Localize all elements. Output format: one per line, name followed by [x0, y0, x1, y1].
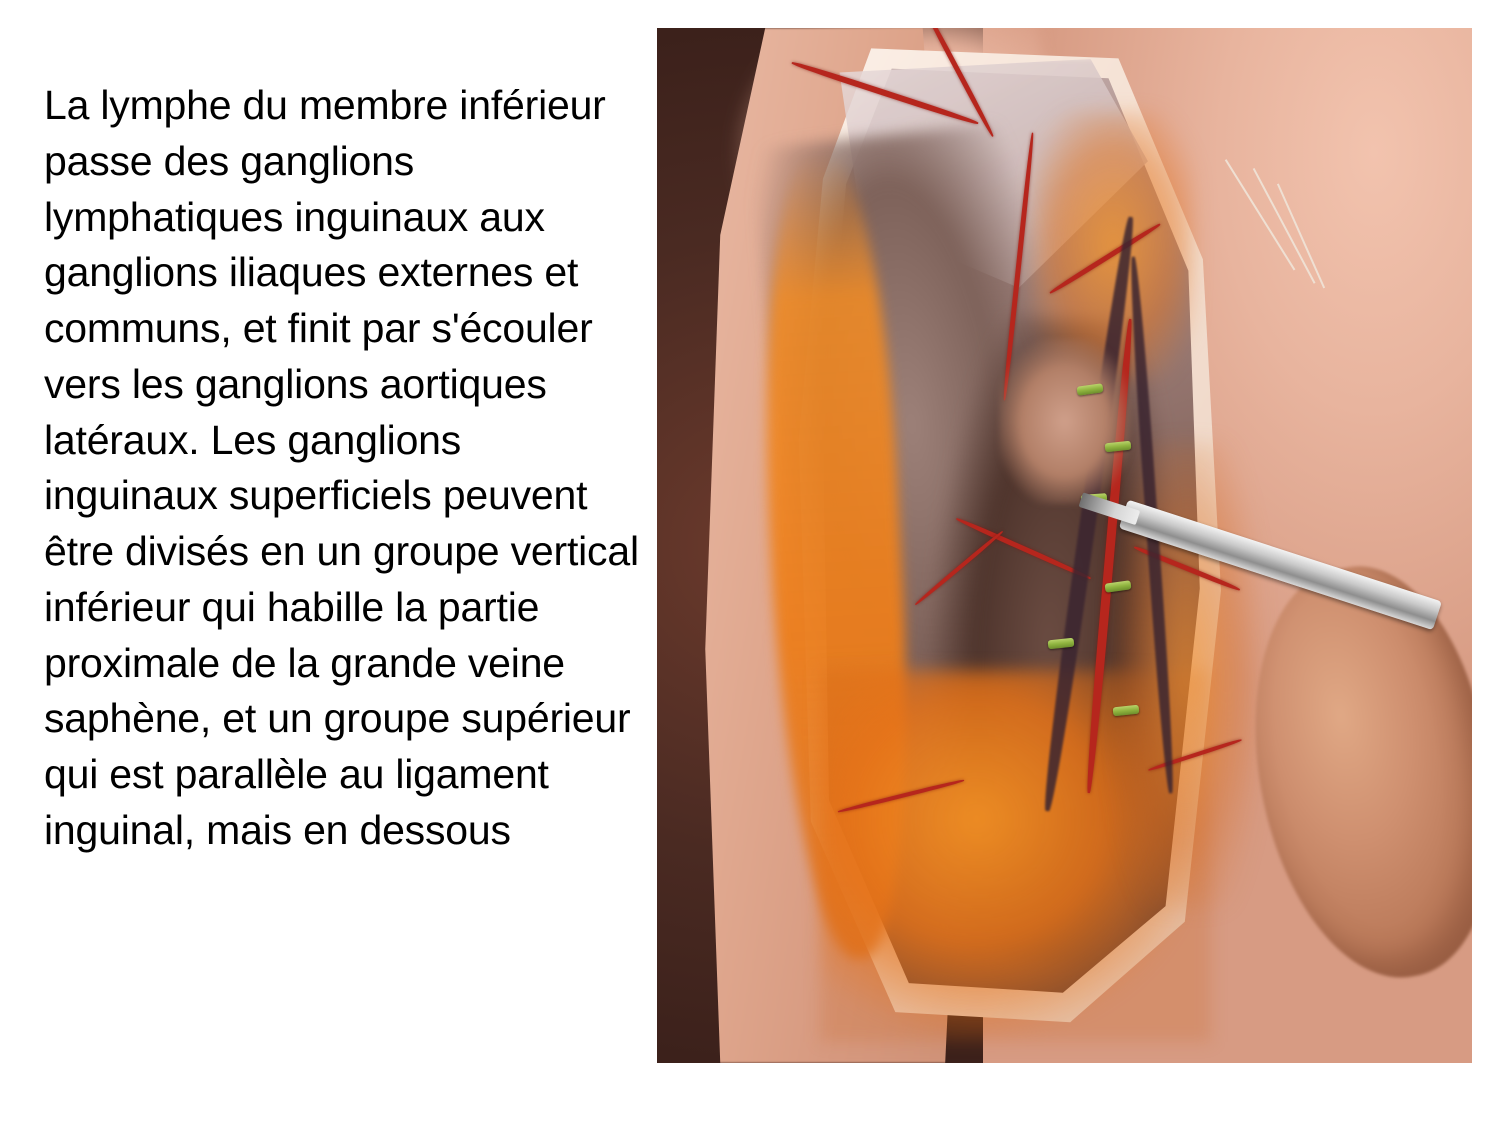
- forceps-tip: [1078, 492, 1140, 525]
- photo-background: [657, 28, 1472, 1063]
- slide-body-text: La lymphe du membre inférieur passe des ganglions lymphatiques inguinaux aux ganglions iliaques externes et communs, et finit par s'écouler vers les ganglions aortiques latéraux. Les ganglions inguinaux superficiels peuvent être divisés en un groupe vertical inférieur qui habille la partie proximale de la grande veine saphène, et un groupe supérieur qui est parallèle au ligament inguinal, mais en dessous: [44, 82, 651, 853]
- anatomical-dissection-photograph: [657, 28, 1472, 1063]
